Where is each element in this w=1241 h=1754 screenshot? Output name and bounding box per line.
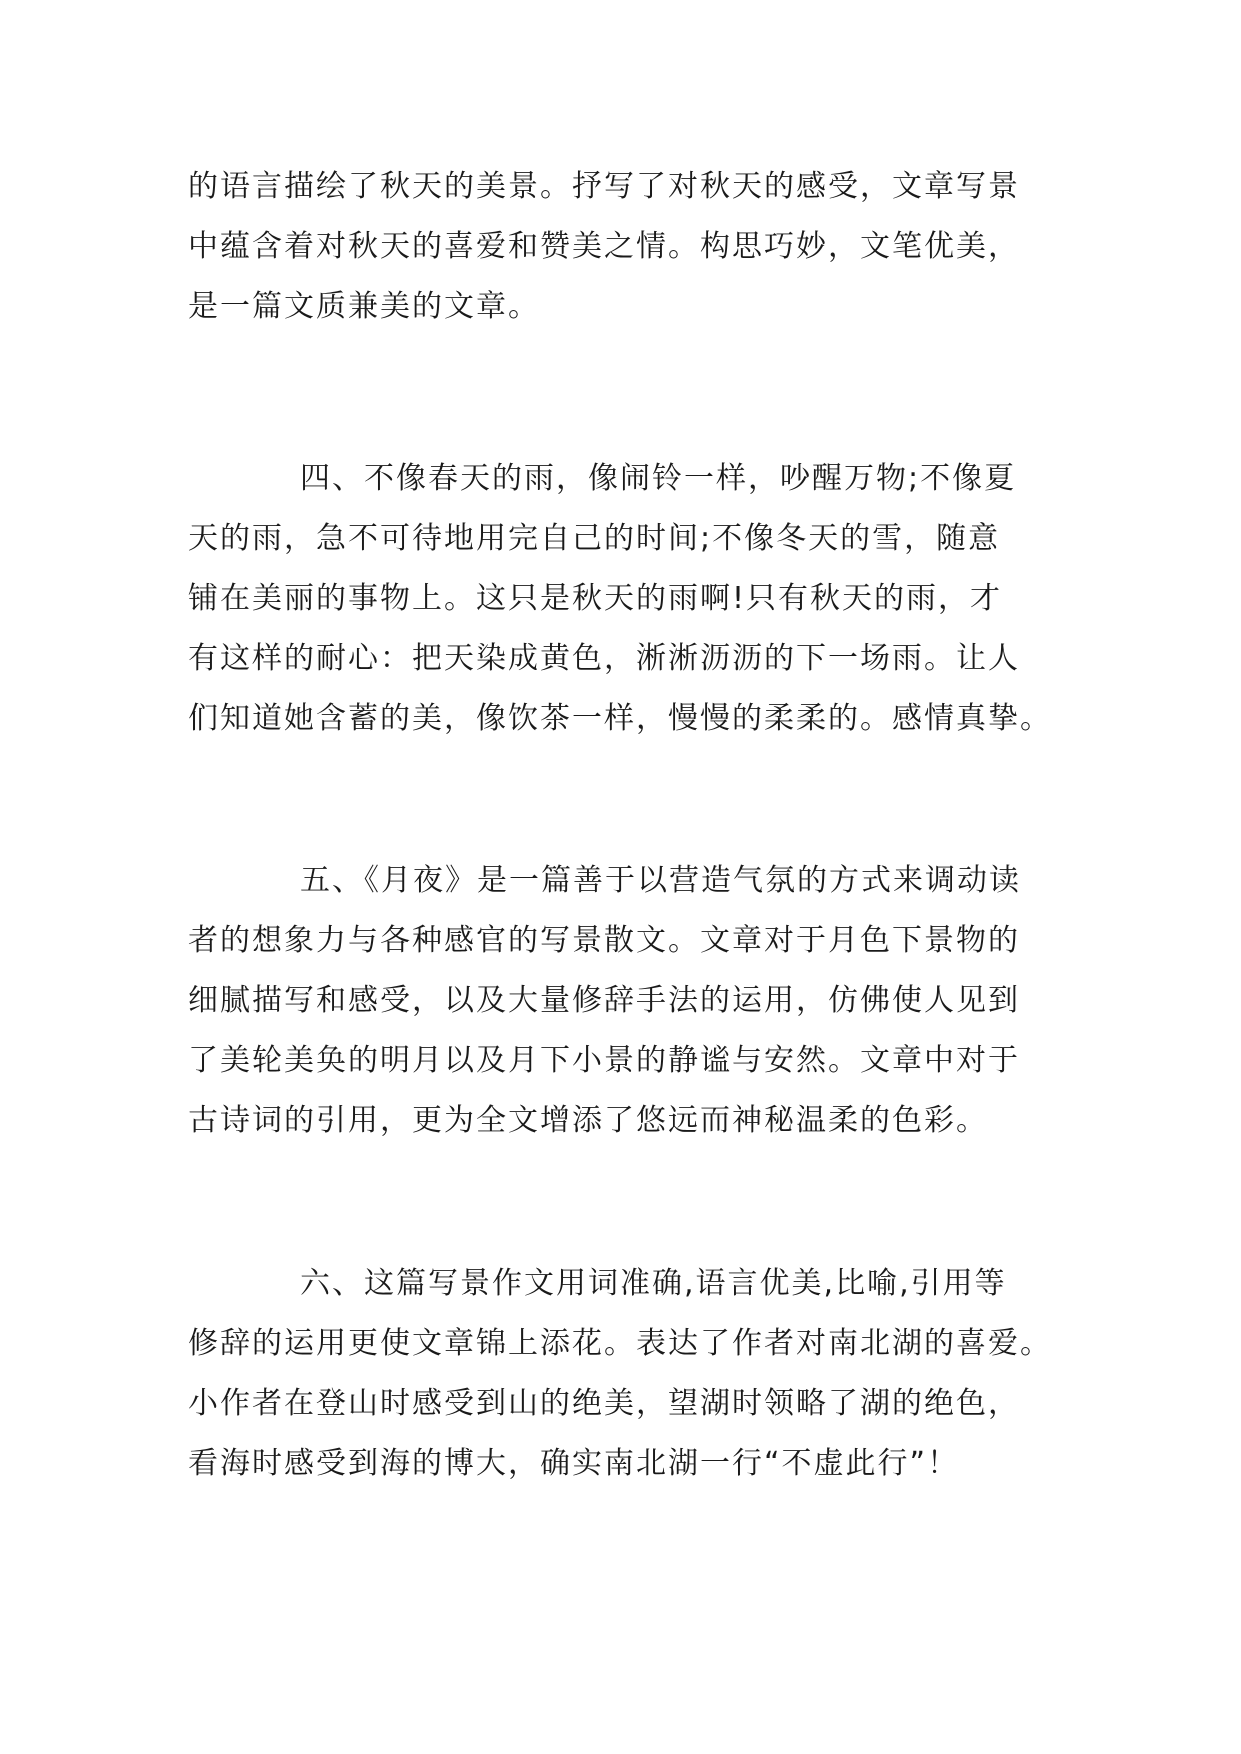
section-five-paragraph xyxy=(188,851,1068,1151)
text-line: 看海时感受到海的博大，确实南北湖一行“不虚此行”！ xyxy=(188,1446,960,1481)
intro-paragraph xyxy=(188,157,1068,337)
text-line: 中蕴含着对秋天的喜爱和赞美之情。构思巧妙，文笔优美， xyxy=(188,229,1020,264)
section-four-paragraph xyxy=(188,449,1068,749)
text-line: 五、《月夜》是一篇善于以营造气氛的方式来调动读 xyxy=(300,863,1021,898)
text-line: 有这样的耐心：把天染成黄色，淅淅沥沥的下一场雨。让人 xyxy=(188,641,1020,676)
text-line: 的语言描绘了秋天的美景。抒写了对秋天的感受，文章写景 xyxy=(188,169,1020,204)
text-line: 六、这篇写景作文用词准确,语言优美,比喻,引用等 xyxy=(300,1266,1007,1301)
section-six-paragraph xyxy=(188,1254,1068,1494)
text-line: 小作者在登山时感受到山的绝美，望湖时领略了湖的绝色， xyxy=(188,1386,1020,1421)
text-line: 是一篇文质兼美的文章。 xyxy=(188,289,540,324)
text-line: 四、不像春天的雨，像闹铃一样，吵醒万物;不像夏 xyxy=(300,461,1017,496)
text-line: 细腻描写和感受，以及大量修辞手法的运用，仿佛使人见到 xyxy=(188,983,1020,1018)
text-line: 铺在美丽的事物上。这只是秋天的雨啊!只有秋天的雨，才 xyxy=(188,581,1003,616)
text-line: 者的想象力与各种感官的写景散文。文章对于月色下景物的 xyxy=(188,923,1020,958)
text-line: 了美轮美奂的明月以及月下小景的静谧与安然。文章中对于 xyxy=(188,1043,1020,1078)
text-line: 修辞的运用更使文章锦上添花。表达了作者对南北湖的喜爱。 xyxy=(188,1326,1052,1361)
text-line: 们知道她含蓄的美，像饮茶一样，慢慢的柔柔的。感情真挚。 xyxy=(188,701,1052,736)
text-line: 古诗词的引用，更为全文增添了悠远而神秘温柔的色彩。 xyxy=(188,1103,988,1138)
text-line: 天的雨，急不可待地用完自己的时间;不像冬天的雪，随意 xyxy=(188,521,1001,556)
